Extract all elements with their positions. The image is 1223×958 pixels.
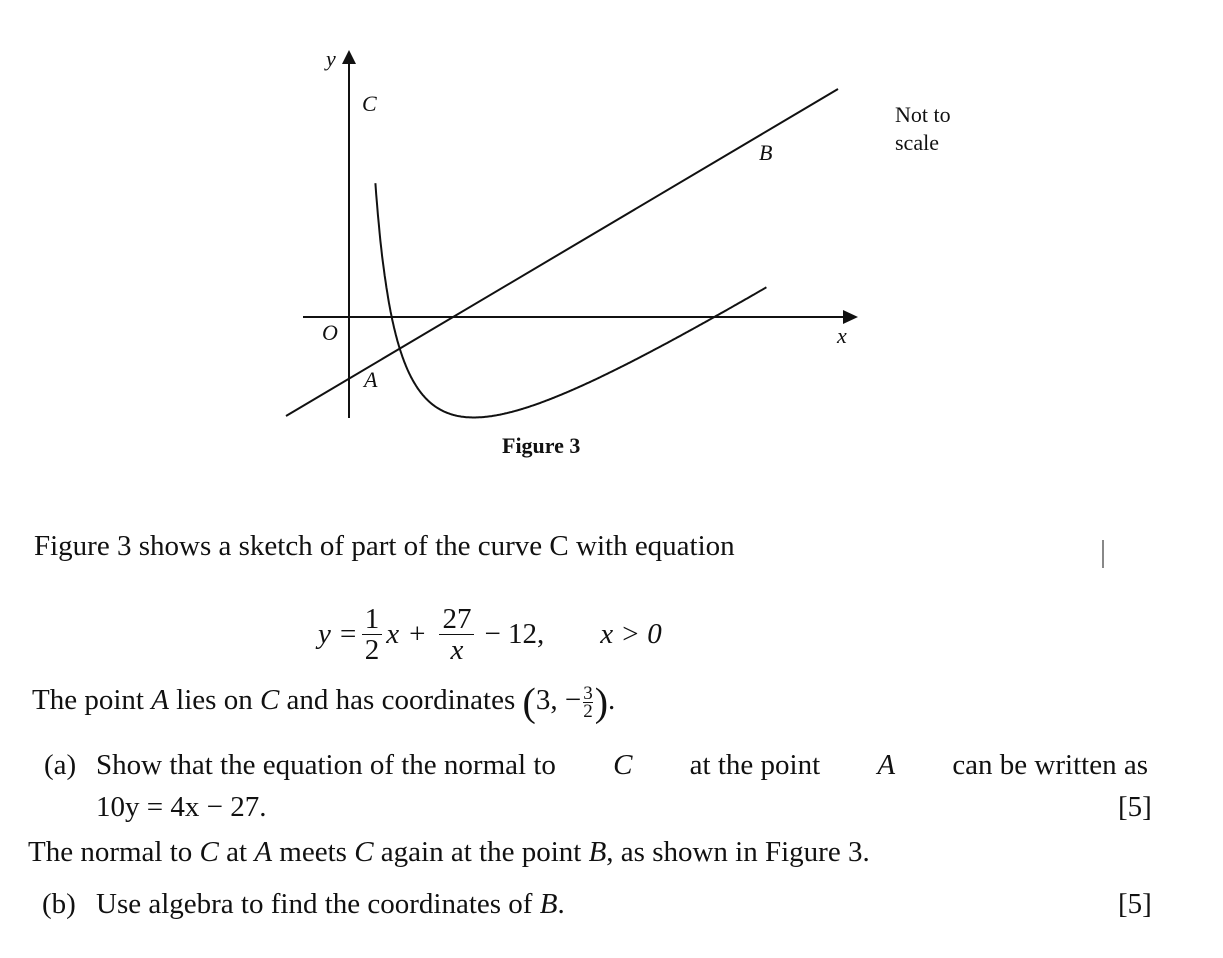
- sentence-text: and has coordinates: [286, 684, 516, 716]
- fraction-denominator: 2: [364, 633, 380, 666]
- sentence-text: meets: [279, 836, 347, 868]
- sentence-text: , as shown in Figure 3.: [606, 836, 870, 868]
- full-stop: .: [557, 888, 565, 920]
- minus-sign: −: [564, 684, 582, 716]
- point-b-symbol: B: [588, 836, 607, 868]
- fraction-one-half: [362, 604, 383, 665]
- point-a-label: A: [364, 367, 378, 392]
- normal-sentence: [28, 834, 870, 870]
- curve-symbol: C: [259, 684, 280, 716]
- full-stop: .: [608, 684, 616, 716]
- close-paren: ): [594, 679, 609, 725]
- part-b-label: (b): [42, 888, 76, 920]
- fraction-27-over-x: [439, 604, 474, 665]
- text-cursor: [1102, 540, 1104, 568]
- part-a-label: (a): [44, 749, 77, 781]
- intro-sentence: Figure 3 shows a sketch of part of the curve C with equation: [34, 530, 735, 562]
- point-a-symbol: A: [254, 836, 273, 868]
- part-a-line1: [96, 747, 1148, 783]
- sentence-text: at: [226, 836, 248, 868]
- equation-plus: +: [409, 617, 426, 650]
- part-a-text: can be written as: [952, 749, 1148, 781]
- x-axis-arrow: [843, 310, 858, 324]
- fraction-three-halves: [583, 682, 593, 722]
- equation-x-term: x: [386, 617, 400, 650]
- sentence-text: lies on: [176, 684, 253, 716]
- part-b-marks: [5]: [1118, 888, 1152, 920]
- fraction-numerator: 1: [364, 602, 380, 635]
- part-b-text: [96, 886, 565, 922]
- part-a-text: at the point: [689, 749, 821, 781]
- sentence-text: The point: [32, 684, 144, 716]
- not-to-scale-line2: scale: [895, 130, 939, 155]
- part-a-marks: [5]: [1118, 791, 1152, 823]
- open-paren: (: [522, 679, 536, 725]
- point-a-symbol: A: [151, 684, 169, 716]
- origin-label: O: [322, 320, 338, 345]
- curve-equation: [318, 594, 662, 674]
- curve-symbol: C: [613, 749, 633, 781]
- sentence-text: The normal to: [28, 836, 193, 868]
- figure-caption: Figure 3: [502, 433, 581, 458]
- not-to-scale-line1: Not to: [895, 102, 951, 127]
- y-axis-arrow: [342, 50, 356, 64]
- part-b-sentence: Use algebra to find the coordinates of: [96, 888, 533, 920]
- point-b-label: B: [759, 140, 773, 165]
- point-b-symbol: B: [539, 888, 558, 920]
- fraction-numerator: 27: [442, 602, 472, 635]
- curve-c-label: C: [362, 91, 377, 116]
- curve-symbol: C: [354, 836, 374, 868]
- fraction-denominator: x: [450, 633, 464, 666]
- equation-tail: − 12,: [484, 617, 545, 650]
- equation-lhs: y =: [318, 617, 358, 650]
- x-axis-label: x: [837, 323, 847, 348]
- coord-x: 3,: [535, 684, 558, 716]
- part-a-text: Show that the equation of the normal to: [96, 749, 556, 781]
- equation-condition: x > 0: [600, 617, 662, 650]
- intro-text: [34, 528, 735, 564]
- part-a-equation: 10y = 4x − 27.: [96, 791, 267, 823]
- curve-symbol: C: [199, 836, 219, 868]
- sentence-text: again at the point: [380, 836, 582, 868]
- curve-c: [375, 183, 766, 417]
- point-a-sentence: [32, 679, 616, 725]
- y-axis-label: y: [326, 46, 336, 71]
- point-a-symbol: A: [877, 749, 896, 781]
- fraction-numerator: 3: [583, 682, 593, 704]
- fraction-denominator: 2: [583, 700, 593, 722]
